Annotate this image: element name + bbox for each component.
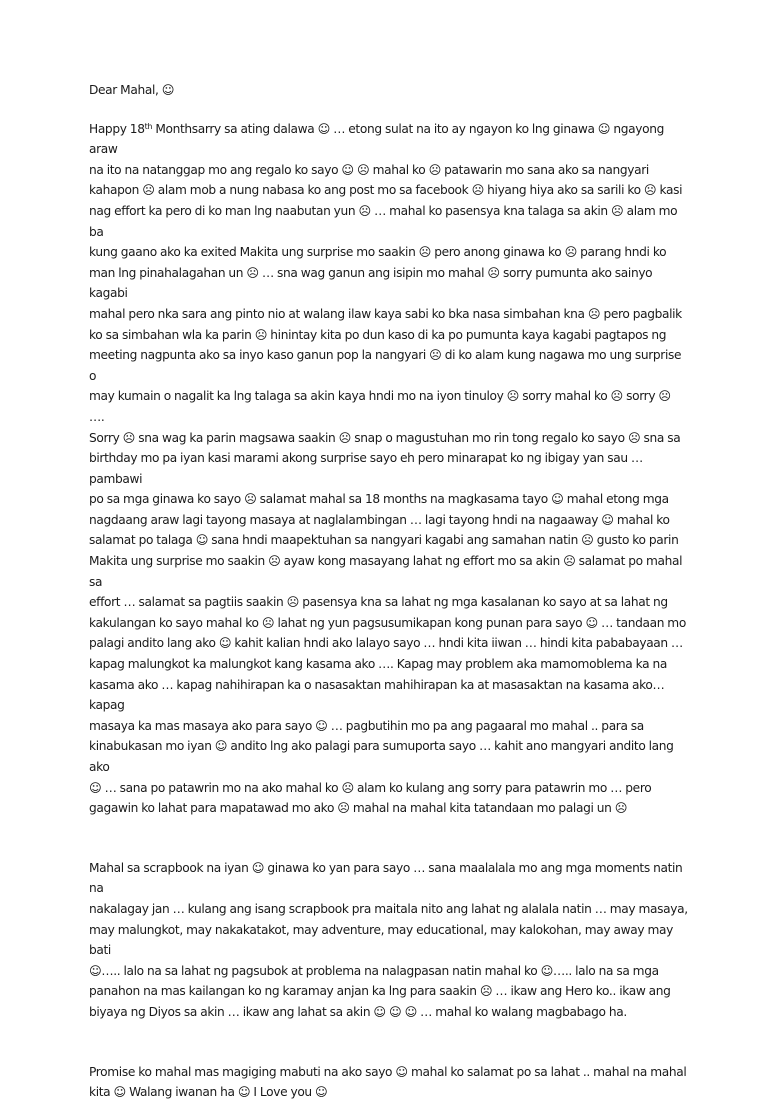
paragraph-closing: Promise ko mahal mas magiging mabuti na ako sayo ☺ mahal ko salamat po sa lahat .. mahal na mahal kita ☺ Walang iwanan ha ☺ I Love you ☺ bbox=[89, 1064, 687, 1100]
letter-page bbox=[89, 80, 689, 1103]
salutation: Dear Mahal, ☺ bbox=[89, 83, 175, 97]
paragraph-main bbox=[89, 119, 689, 819]
paragraph-main-body: Monthsarry sa ating dalawa ☺ … etong sulat na ito ay ngayon ko lng ginawa ☺ ngayong araw na ito na natanggap mo ang regalo ko sayo ☺ ☹ mahal ko ☹ patawarin mo sana ako sa nangyari kahapon ☹ alam mob a nung nabasa ko ang post mo sa facebook ☹ hiyang hiya ako sa sarili ko ☹ kasi nag effort ka pero di ko man lng naabutan yun ☹ … mahal ko pasensya kna talaga sa akin ☹ alam mo ba kung gaano ako ka exited Makita ung surprise mo saakin ☹ pero anong ginawa ko ☹ parang hndi ko man lng pinahalagahan un ☹ … sna wag ganun ang isipin mo mahal ☹ sorry pumunta ako sainyo kagabi mahal pero nka sara ang pinto nio at walang ilaw kaya sabi ko bka nasa simbahan kna ☹ pero pagbalik ko sa simbahan wla ka parin ☹ hinintay kita po dun kaso di ka po pumunta kaya kagabi pagtapos ng meeting nagpunta ako sa inyo kaso ganun pop la nangyari ☹ di ko alam kung nagawa mo ung surprise o may kumain o nagalit ka lng talaga sa akin kaya hndi mo na iyon tinuloy ☹ sorry mahal ko ☹ sorry ☹ …. Sorry ☹ sna wag ka parin magsawa saakin ☹ snap o magustuhan mo rin tong regalo ko sayo ☹ sna sa birthday mo pa iyan kasi marami akong surprise sayo eh pero minarapat ko ng ibigay yan sau … pambawi po sa mga ginawa ko sayo ☹ salamat mahal sa 18 months na magkasama tayo ☺ mahal etong mga nagdaang araw lagi tayong masaya at naglalambingan … lagi tayong hndi na nagaaway ☺ mahal ko salamat po talaga ☺ sana hndi maapektuhan sa nangyari kagabi ang samahan natin ☹ gusto ko parin Makita ung surprise mo saakin ☹ ayaw kong masayang lahat ng effort mo sa akin ☹ salamat po mahal sa effort … salamat sa pagtiis saakin ☹ pasensya kna sa lahat ng mga kasalanan ko sayo at sa lahat ng kakulangan ko sayo mahal ko ☹ lahat ng yun pagsusumikapan kong punan para sayo ☺ … tandaan mo palagi andito lang ako ☺ kahit kalian hndi ako lalayo sayo … hndi kita iiwan … hindi kita pababayaan … kapag malungkot ka malungkot kang kasama ako …. Kapag may problem aka mamomoblema ka na kasama ako … kapag nahihirapan ka o nasasaktan mahihirapan ka at masasaktan na kasama ako… kapag masaya ka mas masaya ako para sayo ☺ … pagbutihin mo pa ang pagaaral mo mahal .. para sa kinabukasan mo iyan ☺ andito lng ako palagi para sumuporta sayo … kahit ano mangyari andito lang ako ☺ … sana po patawrin mo na ako mahal ko ☹ alam ko kulang ang sorry para patawrin mo … pero gagawin ko lahat para mapatawad mo ako ☹ mahal na mahal kita tatandaan mo palagi un ☹ bbox=[89, 121, 686, 816]
ordinal-superscript: th bbox=[144, 121, 153, 131]
paragraph-scrapbook: Mahal sa scrapbook na iyan ☺ ginawa ko yan para sayo … sana maalalala mo ang mga moments natin na nakalagay jan … kulang ang isang scrapbook pra maitala nito ang lahat ng alalala natin … may masaya, may malungkot, may nakakatakot, may adventure, may educational, may kalokohan, may away may bati ☺….. lalo na sa lahat ng pagsubok at problema na nalagpasan natin mahal ko ☺….. lalo na sa mga panahon na mas kailangan ko ng karamay anjan ka lng para saakin ☹ … ikaw ang Hero ko.. ikaw ang biyaya ng Diyos sa akin … ikaw ang lahat sa akin ☺ ☺ ☺ … mahal ko walang magbabago ha. bbox=[89, 860, 688, 1019]
paragraph-spacer bbox=[89, 819, 689, 858]
paragraph-spacer bbox=[89, 1023, 689, 1062]
intro-text: Happy 18 bbox=[89, 121, 145, 136]
